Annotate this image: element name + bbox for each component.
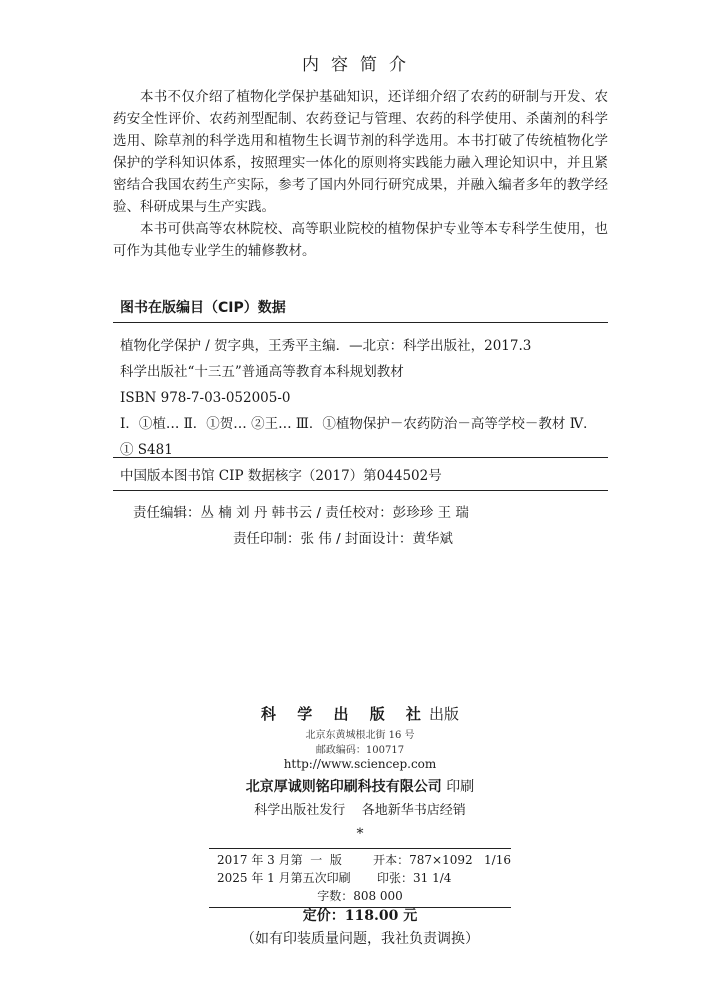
cip-line-1: 植物化学保护 / 贺字典，王秀平主编．—北京：科学出版社，2017.3 — [120, 338, 532, 354]
page-title: 内容简介 — [302, 55, 418, 75]
editors-row-1: 责任编辑：丛 楠 刘 丹 韩书云 / 责任校对：彭珍珍 王 瑞 — [133, 505, 469, 521]
editors-block — [113, 500, 608, 552]
publisher-line — [0, 703, 720, 724]
pubinfo-row-1 — [209, 851, 511, 869]
cip-top-rule — [113, 322, 608, 323]
pubinfo-row-2 — [209, 869, 511, 887]
edition-printing: 2025 年 1 月第五次印刷 — [217, 871, 351, 885]
cip-line-2: 科学出版社“十三五”普通高等教育本科规划教材 — [120, 364, 404, 380]
publisher-address: 北京东黄城根北街 16 号 — [305, 730, 415, 741]
cip-body — [120, 333, 608, 463]
edition-first: 2017 年 3 月第 一 版 — [217, 853, 342, 867]
printer-name: 北京厚诚则铭印刷科技有限公司 — [245, 779, 442, 795]
cip-line-4: Ⅰ．①植… Ⅱ．①贺… ②王… Ⅲ．①植物保护－农药防治－高等学校－教材 Ⅳ．① S481 — [120, 416, 597, 458]
cip-mid-rule — [113, 457, 608, 458]
publisher-postcode: 邮政编码：100717 — [315, 745, 405, 756]
distribution-line: 科学出版社发行 各地新华书店经销 — [254, 803, 466, 818]
word-count: 字数：808 000 — [317, 889, 403, 903]
separator-star: * — [356, 826, 364, 842]
publication-info-box — [209, 848, 511, 908]
printed-sheets: 印张：31 1/4 — [377, 871, 452, 885]
cip-line-3: ISBN 978-7-03-052005-0 — [120, 390, 291, 406]
summary-paragraph-2: 本书可供高等农林院校、高等职业院校的植物保护专业等本专科学生使用，也可作为其他专业学生的辅修教材。 — [113, 221, 608, 259]
publisher-suffix: 出版 — [428, 705, 459, 723]
summary-paragraph-1: 本书不仅介绍了植物化学保护基础知识，还详细介绍了农药的研制与开发、农药安全性评价、农药剂型配制、农药登记与管理、农药的科学使用、杀菌剂的科学选用、除草剂的科学选用和植物生长调节剂的科学选用。本书打破了传统植物化学保护的学科知识体系，按照理实一体化的原则将实践能力融入理论知识中，并且紧密结合我国农药生产实际，参考了国内外同行研究成果，并融入编者多年的教学经验、科研成果与生产实践。 — [113, 89, 608, 215]
cip-record: 中国版本图书馆 CIP 数据核字（2017）第044502号 — [120, 468, 442, 484]
publisher-name: 科 学 出 版 社 — [261, 705, 429, 723]
cip-heading: 图书在版编目（CIP）数据 — [120, 300, 286, 316]
book-format: 开本：787×1092 1/16 — [373, 853, 511, 867]
price: 定价：118.00 元 — [302, 908, 418, 924]
editors-row-2: 责任印制：张 伟 / 封面设计：黄华斌 — [233, 531, 453, 547]
publisher-url: http://www.sciencep.com — [283, 757, 437, 771]
quality-notice: （如有印装质量问题，我社负责调换） — [241, 931, 479, 947]
cip-bottom-rule — [113, 490, 608, 491]
summary-section — [113, 86, 608, 262]
printer-line — [0, 776, 720, 796]
printer-suffix: 印刷 — [446, 779, 475, 795]
